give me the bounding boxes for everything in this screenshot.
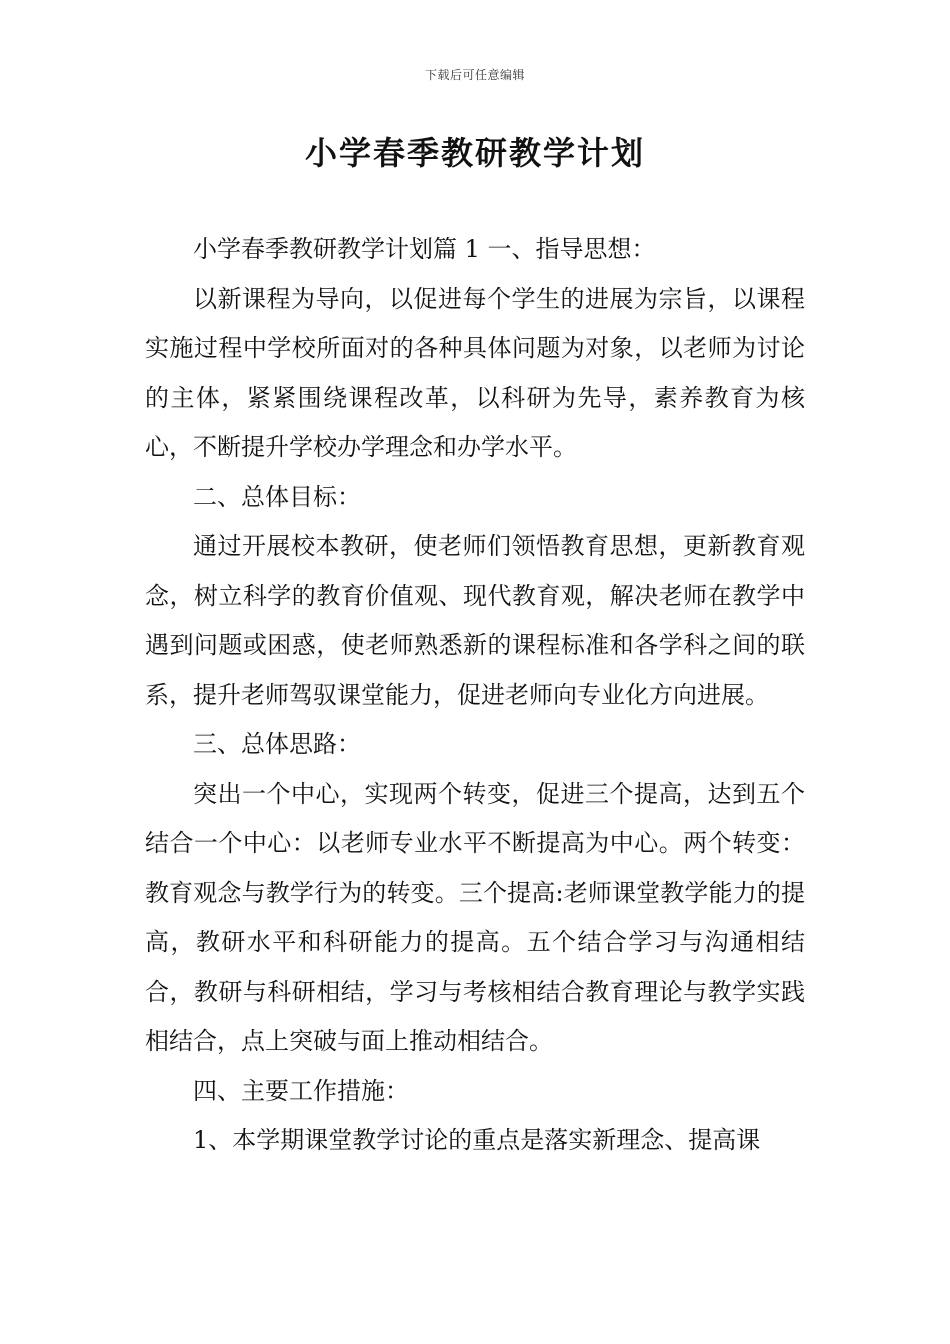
paragraph-guiding-thought: 以新课程为导向，以促进每个学生的进展为宗旨，以课程实施过程中学校所面对的各种具体问题为对象，以老师为讨论的主体，紧紧围绕课程改革，以科研为先导，素养教育为核心，不断提升学校办学理念和办学水平。 <box>145 284 805 461</box>
paragraph-overall-goal: 通过开展校本教研，使老师们领悟教育思想，更新教育观念，树立科学的教育价值观、现代教育观，解决老师在教学中遇到问题或困惑，使老师熟悉新的课程标准和各学科之间的联系，提升老师驾驭课堂能力，促进老师向专业化方向进展。 <box>145 532 805 709</box>
heading-overall-goal: 二、总体目标： <box>193 482 361 511</box>
document-title: 小学春季教研教学计划 <box>304 134 645 172</box>
document-body <box>145 225 805 1166</box>
paragraph-measure-1: 1、本学期课堂教学讨论的重点是落实新理念、提高课 <box>193 1126 761 1154</box>
paragraph-overall-approach: 突出一个中心，实现两个转变，促进三个提高，达到五个结合一个中心：以老师专业水平不断提高为中心。两个转变：教育观念与教学行为的转变。三个提高:老师课堂教学能力的提高，教研水平和科研能力的提高。五个结合学习与沟通相结合，教研与科研相结，学习与考核相结合教育理论与教学实践相结合，点上突破与面上推动相结合。 <box>145 779 805 1055</box>
paragraph-intro: 小学春季教研教学计划篇 1 一、指导思想： <box>193 235 656 263</box>
heading-overall-approach: 三、总体思路： <box>193 730 361 758</box>
header-note: 下载后可任意编辑 <box>424 68 525 82</box>
heading-main-measures: 四、主要工作措施： <box>193 1076 409 1105</box>
